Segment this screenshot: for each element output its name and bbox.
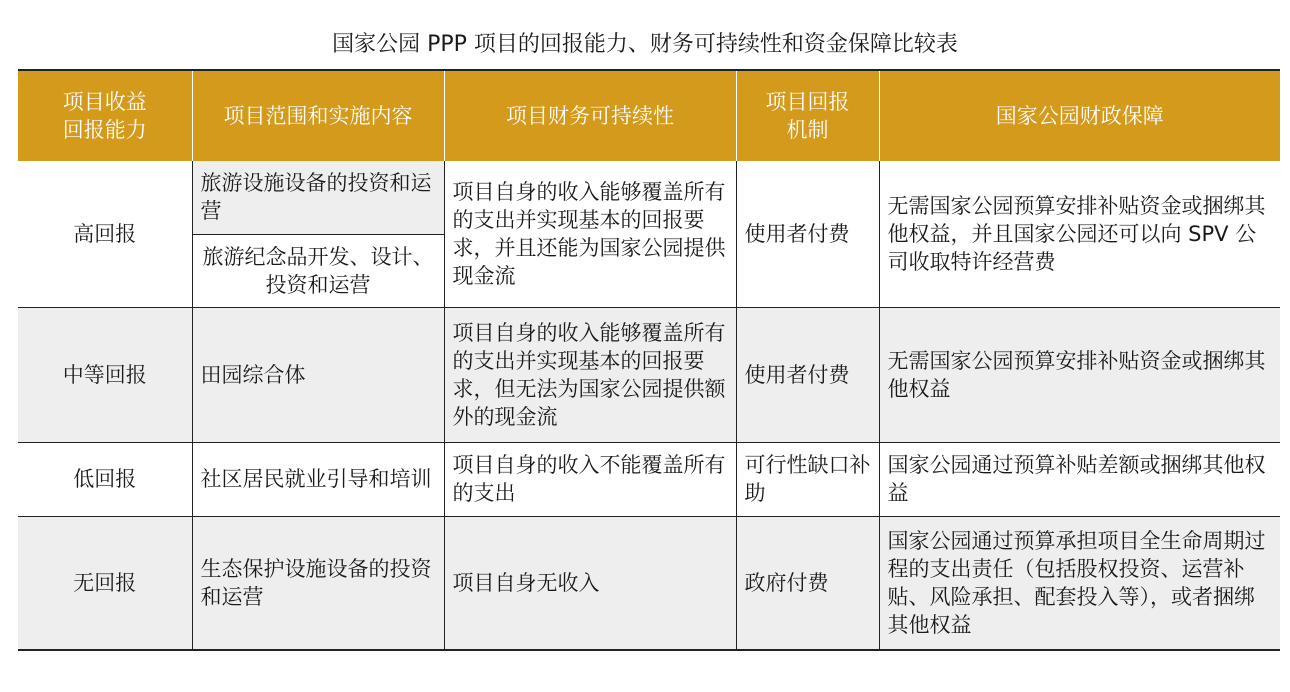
header-label: 项目范围和实施内容 <box>223 104 413 128</box>
cell-sustainability: 项目自身的收入能够覆盖所有的支出并实现基本的回报要求，并且还能为国家公园提供现金流 <box>444 161 736 307</box>
cell-guarantee: 无需国家公园预算安排补贴资金或捆绑其他权益，并且国家公园还可以向 SPV 公司收取特许经营费 <box>879 161 1280 307</box>
table-title: 国家公园 PPP 项目的回报能力、财务可持续性和资金保障比较表 <box>332 32 958 57</box>
cell-guarantee: 国家公园通过预算承担项目全生命周期过程的支出责任（包括股权投资、运营补贴、风险承担、配套投入等），或者捆绑其他权益 <box>879 516 1280 650</box>
header-label: 项目财务可持续性 <box>506 104 674 128</box>
cell-scope: 生态保护设施设备的投资和运营 <box>192 516 444 650</box>
table-row-no-return <box>18 516 1280 650</box>
header-sustainability <box>444 70 736 161</box>
header-label: 项目收益 回报能力 <box>62 90 147 142</box>
header-row <box>18 70 1280 161</box>
header-return-capacity <box>18 70 192 161</box>
cell-level: 高回报 <box>18 161 192 307</box>
cell-scope: 田园综合体 <box>192 307 444 442</box>
cell-level: 低回报 <box>18 442 192 516</box>
cell-sustainability: 项目自身的收入不能覆盖所有的支出 <box>444 442 736 516</box>
table-row-medium-return <box>18 307 1280 442</box>
header-scope <box>192 70 444 161</box>
header-guarantee <box>879 70 1280 161</box>
cell-scope: 旅游纪念品开发、设计、投资和运营 <box>192 234 444 307</box>
cell-scope: 社区居民就业引导和培训 <box>192 442 444 516</box>
cell-level: 无回报 <box>18 516 192 650</box>
cell-mechanism: 使用者付费 <box>736 161 879 307</box>
cell-sustainability: 项目自身无收入 <box>444 516 736 650</box>
cell-mechanism: 使用者付费 <box>736 307 879 442</box>
header-mechanism <box>736 70 879 161</box>
cell-level: 中等回报 <box>18 307 192 442</box>
cell-guarantee: 国家公园通过预算补贴差额或捆绑其他权益 <box>879 442 1280 516</box>
header-label: 国家公园财政保障 <box>995 104 1164 128</box>
table-row-high-return <box>18 161 1280 234</box>
header-label: 项目回报 机制 <box>765 90 850 142</box>
cell-guarantee: 无需国家公园预算安排补贴资金或捆绑其他权益 <box>879 307 1280 442</box>
cell-mechanism: 政府付费 <box>736 516 879 650</box>
comparison-table <box>18 69 1280 651</box>
cell-scope: 旅游设施设备的投资和运营 <box>192 161 444 234</box>
cell-sustainability: 项目自身的收入能够覆盖所有的支出并实现基本的回报要求，但无法为国家公园提供额外的现金流 <box>444 307 736 442</box>
cell-mechanism: 可行性缺口补助 <box>736 442 879 516</box>
table-row-low-return <box>18 442 1280 516</box>
